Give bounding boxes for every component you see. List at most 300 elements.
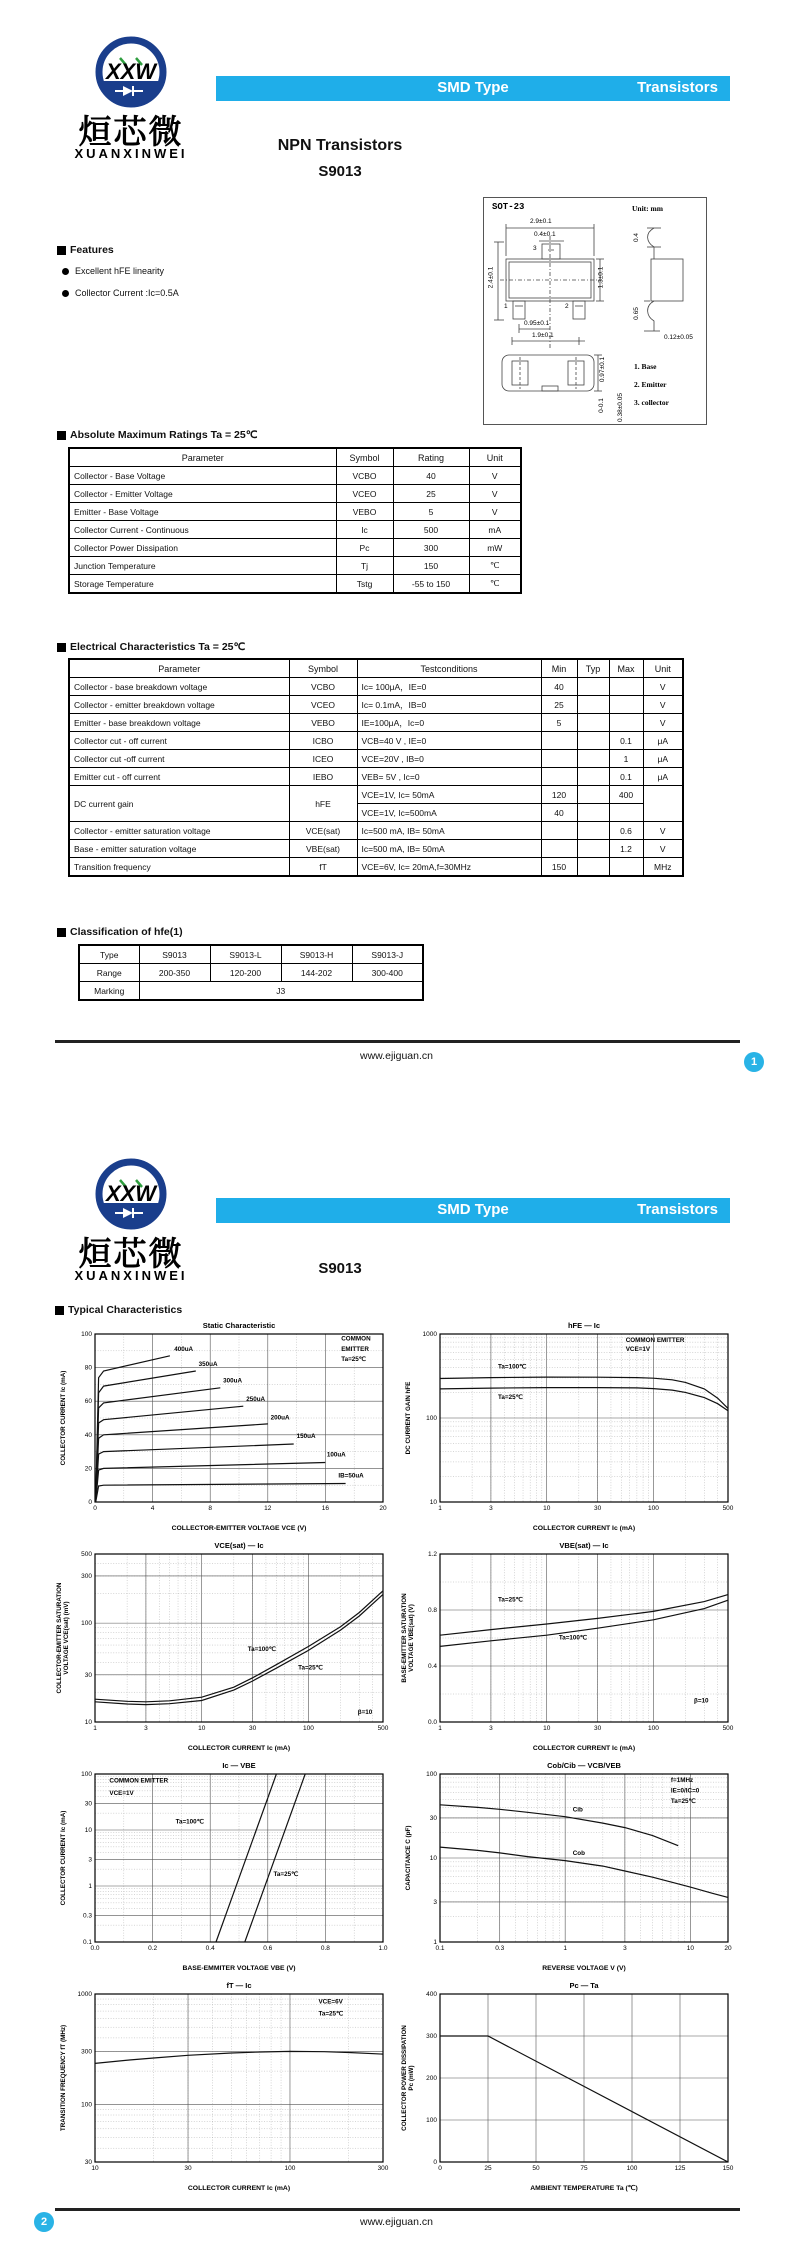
svg-text:30: 30 bbox=[593, 1505, 601, 1512]
table-row bbox=[69, 840, 683, 858]
x-axis-label: COLLECTOR-EMITTER VOLTAGE VCE (V) bbox=[171, 1525, 306, 1532]
svg-text:30: 30 bbox=[84, 1800, 92, 1808]
pin-legend-emitter: 2. Emitter bbox=[634, 380, 667, 389]
series-label: Ta=25℃ bbox=[497, 1596, 523, 1604]
svg-text:3: 3 bbox=[87, 1856, 92, 1864]
svg-text:0.0: 0.0 bbox=[427, 1719, 437, 1726]
header-bar bbox=[216, 76, 730, 101]
y-axis-label: CAPACITANCE C (pF) bbox=[404, 1825, 412, 1891]
svg-text:30: 30 bbox=[593, 1725, 601, 1732]
svg-text:0.3: 0.3 bbox=[82, 1912, 92, 1920]
table-cell: Ic=500 mA, IB= 50mA bbox=[357, 822, 541, 840]
svg-text:500: 500 bbox=[377, 1725, 388, 1732]
svg-text:200: 200 bbox=[425, 2075, 437, 2082]
dim-height: 0.97±0.1 bbox=[599, 356, 607, 383]
table-row bbox=[79, 964, 423, 982]
pin-legend-base: 1. Base bbox=[634, 362, 657, 371]
svg-text:10: 10 bbox=[84, 1827, 92, 1834]
y-axis-label: COLLECTOR-EMITTER SATURATION bbox=[55, 1582, 63, 1694]
table-row bbox=[69, 539, 521, 557]
table-cell: 5 bbox=[541, 714, 577, 732]
table-cell: 0.6 bbox=[609, 822, 643, 840]
svg-text:1.0: 1.0 bbox=[377, 1945, 388, 1952]
svg-text:30: 30 bbox=[248, 1725, 256, 1732]
svg-text:150: 150 bbox=[722, 2165, 733, 2172]
svg-text:0.3: 0.3 bbox=[494, 1945, 504, 1952]
svg-text:12: 12 bbox=[263, 1505, 271, 1512]
svg-text:30: 30 bbox=[84, 2159, 92, 2166]
svg-text:300: 300 bbox=[377, 2165, 388, 2172]
svg-text:30: 30 bbox=[84, 1671, 92, 1679]
table-cell bbox=[609, 858, 643, 877]
section-square-icon bbox=[57, 431, 66, 440]
table-cell: S9013-L bbox=[210, 945, 281, 964]
table-cell: fT bbox=[289, 858, 357, 877]
svg-text:75: 75 bbox=[579, 2165, 588, 2172]
table-cell: VCE(sat) bbox=[289, 822, 357, 840]
footer-url: www.ejiguan.cn bbox=[360, 2216, 433, 2228]
svg-text:0.2: 0.2 bbox=[147, 1945, 157, 1952]
chart-capacitance-vs-voltage bbox=[397, 1758, 742, 1978]
series-Ta=100C bbox=[216, 1774, 276, 1942]
table-cell: V bbox=[643, 678, 683, 696]
table-cell: 0.1 bbox=[609, 732, 643, 750]
table-cell: hFE bbox=[289, 786, 357, 822]
svg-text:10: 10 bbox=[429, 1855, 437, 1862]
svg-text:4: 4 bbox=[150, 1505, 154, 1512]
section-square-icon bbox=[57, 246, 66, 255]
table-cell: S9013 bbox=[139, 945, 210, 964]
svg-text:10: 10 bbox=[542, 1725, 550, 1732]
chart-annotation: IE=0/IC=0 bbox=[670, 1787, 699, 1795]
svg-text:300: 300 bbox=[80, 1572, 92, 1580]
table-cell bbox=[577, 714, 609, 732]
dim-lead-thickness: 0.12±0.05 bbox=[664, 334, 693, 341]
svg-text:10: 10 bbox=[686, 1945, 694, 1952]
table-cell: 25 bbox=[393, 485, 469, 503]
series-label: 250uA bbox=[245, 1396, 265, 1404]
table-cell: 200-350 bbox=[139, 964, 210, 982]
y-axis-label: COLLECTOR CURRENT Ic (mA) bbox=[59, 1810, 67, 1906]
y-axis-label: TRANSITION FREQUENCY fT (MHz) bbox=[59, 2024, 67, 2132]
chart-annotation: β=10 bbox=[357, 1709, 372, 1717]
table-row bbox=[79, 945, 423, 964]
table-cell: Collector - Base Voltage bbox=[69, 467, 336, 485]
svg-text:50: 50 bbox=[531, 2165, 540, 2172]
table-cell bbox=[609, 714, 643, 732]
dim-pin-span: 1.9±0.1 bbox=[532, 332, 554, 339]
svg-text:100: 100 bbox=[80, 2101, 92, 2109]
table-cell: 40 bbox=[393, 467, 469, 485]
column-header: Unit bbox=[469, 448, 521, 467]
table-cell: S9013-J bbox=[352, 945, 423, 964]
chart-annotation: COMMON EMITTER bbox=[108, 1777, 168, 1785]
table-cell: μA bbox=[643, 750, 683, 768]
series-label: Ta=100℃ bbox=[175, 1818, 204, 1826]
company-name-en: XUANXINWEI bbox=[74, 1268, 188, 1283]
table-cell: VCE=6V, Ic= 20mA,f=30MHz bbox=[357, 858, 541, 877]
svg-text:10: 10 bbox=[542, 1505, 550, 1512]
svg-text:125: 125 bbox=[674, 2165, 685, 2172]
table-row bbox=[69, 732, 683, 750]
series-label: Ta=100℃ bbox=[497, 1363, 526, 1371]
table-cell bbox=[609, 804, 643, 822]
table-cell bbox=[609, 696, 643, 714]
company-logo-icon bbox=[93, 34, 169, 110]
series-Ta=100C bbox=[95, 1591, 383, 1702]
svg-text:30: 30 bbox=[183, 2165, 192, 2172]
table-row bbox=[69, 557, 521, 575]
chart-annotation: Ta=25℃ bbox=[317, 2010, 343, 2018]
chart-title: Pc — Ta bbox=[568, 1981, 599, 1990]
chart-title: hFE — Ic bbox=[567, 1321, 600, 1330]
table-cell: Ic= 100μA，IE=0 bbox=[357, 678, 541, 696]
svg-text:10: 10 bbox=[90, 2165, 99, 2172]
table-row bbox=[69, 822, 683, 840]
svg-text:10: 10 bbox=[84, 1719, 92, 1726]
sot23-drawing-icon bbox=[484, 198, 706, 424]
table-cell bbox=[577, 858, 609, 877]
table-cell bbox=[577, 822, 609, 840]
table-row bbox=[69, 678, 683, 696]
table-cell: V bbox=[643, 696, 683, 714]
svg-text:3: 3 bbox=[488, 1505, 493, 1512]
table-cell: 144-202 bbox=[281, 964, 352, 982]
svg-text:1: 1 bbox=[562, 1945, 567, 1952]
column-header: Max bbox=[609, 659, 643, 678]
svg-text:20: 20 bbox=[378, 1505, 387, 1512]
svg-text:100: 100 bbox=[626, 2165, 637, 2172]
table-cell: Transition frequency bbox=[69, 858, 289, 877]
table-cell: ICEO bbox=[289, 750, 357, 768]
svg-text:3: 3 bbox=[143, 1725, 148, 1732]
chart-annotation: Ta=25℃ bbox=[670, 1798, 696, 1806]
svg-text:100: 100 bbox=[302, 1725, 314, 1732]
chart-annotation: β=10 bbox=[693, 1697, 709, 1705]
series-label: 350uA bbox=[198, 1360, 218, 1368]
chart-title: VCE(sat) — Ic bbox=[213, 1541, 264, 1550]
package-outline-drawing bbox=[483, 197, 707, 425]
series-label: Ta=100℃ bbox=[558, 1634, 587, 1642]
chart-annotation: VCE=1V bbox=[625, 1345, 650, 1353]
series-label: IB=50uA bbox=[337, 1472, 364, 1480]
table-cell: MHz bbox=[643, 858, 683, 877]
logo-text: XXW bbox=[105, 1181, 157, 1206]
company-name-cn: 烜芯微 bbox=[78, 113, 184, 150]
table-cell bbox=[577, 786, 609, 804]
svg-text:500: 500 bbox=[722, 1505, 733, 1512]
page-2 bbox=[0, 1122, 793, 2244]
column-header: Testconditions bbox=[357, 659, 541, 678]
chart-hfe-vs-ic bbox=[397, 1318, 742, 1538]
chart-annotation: f=1MHz bbox=[670, 1777, 693, 1785]
table-cell bbox=[609, 678, 643, 696]
table-cell: mA bbox=[469, 521, 521, 539]
header-bar-category: Transistors bbox=[637, 1201, 718, 1218]
table-row bbox=[69, 485, 521, 503]
svg-text:8: 8 bbox=[207, 1505, 212, 1512]
table-cell: ℃ bbox=[469, 575, 521, 594]
svg-text:1: 1 bbox=[432, 1939, 437, 1946]
company-logo-icon bbox=[93, 1156, 169, 1232]
svg-text:0.4: 0.4 bbox=[205, 1945, 215, 1952]
table-row bbox=[69, 696, 683, 714]
part-number: S9013 bbox=[318, 163, 362, 180]
series-IB=200uA bbox=[95, 1424, 267, 1502]
svg-text:300: 300 bbox=[425, 2033, 437, 2040]
series-label: 400uA bbox=[173, 1345, 193, 1353]
chart-title: Cob/Cib — VCB/VEB bbox=[546, 1761, 621, 1770]
table-cell: Tstg bbox=[336, 575, 393, 594]
chart-annotation: VCE=1V bbox=[108, 1790, 134, 1798]
table-cell bbox=[541, 840, 577, 858]
table-row bbox=[69, 858, 683, 877]
column-header: Symbol bbox=[289, 659, 357, 678]
header-bar-type: SMD Type bbox=[437, 1201, 509, 1218]
table-row bbox=[69, 750, 683, 768]
table-cell: mW bbox=[469, 539, 521, 557]
column-header: Typ bbox=[577, 659, 609, 678]
header-bar bbox=[216, 1198, 730, 1223]
chart-annotation: COMMON bbox=[340, 1335, 371, 1343]
dim-pin-pitch: 0.95±0.1 bbox=[524, 320, 550, 327]
table-cell: 150 bbox=[393, 557, 469, 575]
series-label: Cob bbox=[572, 1850, 585, 1858]
section-square-icon bbox=[57, 928, 66, 937]
dim-tab-width: 0.4±0.1 bbox=[534, 231, 556, 238]
table-cell: 5 bbox=[393, 503, 469, 521]
series-Ta=25C bbox=[440, 1388, 728, 1411]
table-cell: VCBO bbox=[336, 467, 393, 485]
table-row bbox=[69, 467, 521, 485]
svg-text:10: 10 bbox=[429, 1499, 437, 1506]
svg-text:0: 0 bbox=[432, 2159, 437, 2166]
series-Ta=25C bbox=[440, 1595, 728, 1636]
svg-text:400: 400 bbox=[425, 1991, 437, 1998]
chart-ft-vs-ic bbox=[52, 1978, 397, 2198]
x-axis-label: AMBIENT TEMPERATURE Ta (℃) bbox=[529, 2185, 638, 2192]
company-name-en: XUANXINWEI bbox=[74, 146, 188, 161]
table-cell: Emitter cut - off current bbox=[69, 768, 289, 786]
series-label: Ta=25℃ bbox=[297, 1664, 323, 1672]
table-cell: VEB= 5V , Ic=0 bbox=[357, 768, 541, 786]
y-axis-label: VOLTAGE VCE(sat) (mV) bbox=[62, 1601, 70, 1675]
table-cell: Collector Power Dissipation bbox=[69, 539, 336, 557]
table-cell: 500 bbox=[393, 521, 469, 539]
column-header: Rating bbox=[393, 448, 469, 467]
header-row bbox=[69, 448, 521, 467]
table-cell: Emitter - Base Voltage bbox=[69, 503, 336, 521]
table-cell bbox=[541, 750, 577, 768]
table-cell: 120-200 bbox=[210, 964, 281, 982]
svg-text:1000: 1000 bbox=[422, 1331, 437, 1338]
x-axis-label: COLLECTOR CURRENT Ic (mA) bbox=[532, 1745, 635, 1752]
table-cell: Collector - base breakdown voltage bbox=[69, 678, 289, 696]
column-header: Symbol bbox=[336, 448, 393, 467]
table-cell: 0.1 bbox=[609, 768, 643, 786]
table-cell: Range bbox=[79, 964, 139, 982]
chart-title: Static Characteristic bbox=[202, 1321, 275, 1330]
table-cell: Collector - Emitter Voltage bbox=[69, 485, 336, 503]
table-row bbox=[69, 768, 683, 786]
y-axis-label: COLLECTOR CURRENT Ic (mA) bbox=[59, 1370, 67, 1466]
svg-text:500: 500 bbox=[722, 1725, 733, 1732]
table-cell: -55 to 150 bbox=[393, 575, 469, 594]
characteristics-chart-grid bbox=[52, 1318, 742, 2198]
svg-text:1: 1 bbox=[87, 1883, 92, 1890]
table-row bbox=[69, 575, 521, 594]
table-cell bbox=[577, 750, 609, 768]
chart-annotation: EMITTER bbox=[340, 1345, 369, 1353]
chart-vcesat-vs-ic bbox=[52, 1538, 397, 1758]
table-cell: V bbox=[469, 503, 521, 521]
y-axis-label: Pc (mW) bbox=[407, 2065, 415, 2091]
y-axis-label: DC CURRENT GAIN hFE bbox=[404, 1381, 412, 1455]
table-cell: VCE=20V , IB=0 bbox=[357, 750, 541, 768]
series-label: 150uA bbox=[296, 1433, 316, 1441]
table-cell: Ic= 0.1mA，IB=0 bbox=[357, 696, 541, 714]
svg-text:100: 100 bbox=[647, 1725, 659, 1732]
table-cell bbox=[577, 804, 609, 822]
svg-text:100: 100 bbox=[80, 1620, 92, 1628]
svg-text:3: 3 bbox=[432, 1898, 437, 1906]
series-IB=250uA bbox=[95, 1406, 243, 1502]
x-axis-label: COLLECTOR CURRENT Ic (mA) bbox=[532, 1525, 635, 1532]
series-fT bbox=[95, 2051, 383, 2063]
svg-text:0.1: 0.1 bbox=[434, 1945, 445, 1952]
table-cell: 1 bbox=[609, 750, 643, 768]
table-cell: Ic bbox=[336, 521, 393, 539]
svg-text:100: 100 bbox=[425, 2117, 437, 2124]
table-cell: Base - emitter saturation voltage bbox=[69, 840, 289, 858]
part-number: S9013 bbox=[318, 1260, 362, 1277]
table-cell: 1.2 bbox=[609, 840, 643, 858]
dim-top-width: 2.9±0.1 bbox=[530, 218, 552, 225]
table-cell bbox=[541, 732, 577, 750]
series-label: 200uA bbox=[270, 1414, 290, 1422]
feature-item: Collector Current :Ic=0.5A bbox=[62, 288, 179, 298]
svg-text:1: 1 bbox=[437, 1725, 442, 1732]
table-cell: 300 bbox=[393, 539, 469, 557]
feature-item: Excellent hFE linearity bbox=[62, 266, 164, 276]
table-cell: VCEO bbox=[289, 696, 357, 714]
table-cell: Tj bbox=[336, 557, 393, 575]
svg-text:25: 25 bbox=[483, 2165, 492, 2172]
package-unit: Unit: mm bbox=[632, 204, 664, 213]
chart-ic-vs-vbe bbox=[52, 1758, 397, 1978]
table-cell bbox=[541, 768, 577, 786]
table-cell: Collector - emitter breakdown voltage bbox=[69, 696, 289, 714]
x-axis-label: BASE-EMMITER VOLTAGE VBE (V) bbox=[181, 1965, 296, 1972]
table-cell: V bbox=[643, 822, 683, 840]
classification-heading: Classification of hfe(1) bbox=[57, 926, 183, 938]
svg-text:100: 100 bbox=[80, 1331, 92, 1338]
dim-lead-length: 0.38±0.05 bbox=[616, 393, 624, 422]
bullet-icon bbox=[62, 290, 69, 297]
table-cell: 40 bbox=[541, 678, 577, 696]
svg-text:60: 60 bbox=[84, 1398, 92, 1406]
series-label: Ta=25℃ bbox=[497, 1394, 523, 1402]
table-cell: VCBO bbox=[289, 678, 357, 696]
svg-text:500: 500 bbox=[80, 1551, 92, 1558]
table-cell: V bbox=[643, 840, 683, 858]
svg-text:10: 10 bbox=[197, 1725, 205, 1732]
table-cell: Collector Current - Continuous bbox=[69, 521, 336, 539]
table-row bbox=[69, 521, 521, 539]
table-cell: 25 bbox=[541, 696, 577, 714]
svg-text:1.2: 1.2 bbox=[427, 1551, 437, 1558]
series-label: Cib bbox=[572, 1806, 583, 1814]
chart-annotation: VCE=6V bbox=[317, 1998, 343, 2006]
page-number-badge: 1 bbox=[744, 1052, 764, 1072]
company-name-cn: 烜芯微 bbox=[78, 1235, 184, 1272]
y-axis-label: BASE-EMITTER SATURATION bbox=[400, 1593, 408, 1683]
table-row bbox=[69, 714, 683, 732]
table-cell: 400 bbox=[609, 786, 643, 804]
table-cell: VCE=1V, Ic=500mA bbox=[357, 804, 541, 822]
table-cell: Ic=500 mA, IB= 50mA bbox=[357, 840, 541, 858]
svg-text:100: 100 bbox=[425, 1771, 437, 1778]
svg-text:100: 100 bbox=[80, 1771, 92, 1778]
table-row bbox=[69, 503, 521, 521]
svg-text:3: 3 bbox=[488, 1725, 493, 1732]
svg-text:40: 40 bbox=[84, 1431, 92, 1439]
table-cell: 120 bbox=[541, 786, 577, 804]
table-cell: Type bbox=[79, 945, 139, 964]
svg-text:100: 100 bbox=[284, 2165, 295, 2172]
table-cell: ICBO bbox=[289, 732, 357, 750]
footer-rule bbox=[55, 2208, 740, 2211]
table-cell bbox=[643, 786, 683, 822]
y-axis-label: COLLECTOR POWER DISSIPATION bbox=[400, 2025, 408, 2131]
x-axis-label: COLLECTOR CURRENT Ic (mA) bbox=[187, 1745, 290, 1752]
chart-title: fT — Ic bbox=[225, 1981, 252, 1990]
chart-vbesat-vs-ic bbox=[397, 1538, 742, 1758]
logo-text: XXW bbox=[105, 59, 157, 84]
svg-text:0: 0 bbox=[87, 1499, 92, 1506]
table-cell bbox=[541, 822, 577, 840]
svg-text:1: 1 bbox=[92, 1725, 97, 1732]
dim-body-height: 2.4±0.1 bbox=[487, 266, 495, 289]
table-cell: Collector cut -off current bbox=[69, 750, 289, 768]
table-cell bbox=[577, 840, 609, 858]
svg-text:0.6: 0.6 bbox=[262, 1945, 272, 1952]
pin-number-1: 1 bbox=[504, 303, 508, 310]
table-cell: VEBO bbox=[289, 714, 357, 732]
y-axis-label: VOLTAGE VBE(sat) (V) bbox=[407, 1604, 415, 1672]
table-cell: VCB=40 V , IE=0 bbox=[357, 732, 541, 750]
table-cell: VCEO bbox=[336, 485, 393, 503]
table-cell: 40 bbox=[541, 804, 577, 822]
table-cell: Storage Temperature bbox=[69, 575, 336, 594]
series-label: Ta=100℃ bbox=[247, 1646, 276, 1654]
table-cell: V bbox=[643, 714, 683, 732]
table-cell: VBE(sat) bbox=[289, 840, 357, 858]
series-IB=150uA bbox=[95, 1444, 293, 1502]
table-cell: 300-400 bbox=[352, 964, 423, 982]
classification-table bbox=[78, 944, 424, 1001]
ratings-table bbox=[68, 447, 522, 594]
series-label: 100uA bbox=[326, 1451, 346, 1459]
section-square-icon bbox=[57, 643, 66, 652]
chart-static-characteristic bbox=[52, 1318, 397, 1538]
electrical-heading: Electrical Characteristics Ta = 25℃ bbox=[57, 641, 245, 653]
table-cell: VEBO bbox=[336, 503, 393, 521]
table-cell: Pc bbox=[336, 539, 393, 557]
footer-url: www.ejiguan.cn bbox=[360, 1050, 433, 1062]
svg-text:30: 30 bbox=[429, 1814, 437, 1822]
svg-text:20: 20 bbox=[723, 1945, 732, 1952]
